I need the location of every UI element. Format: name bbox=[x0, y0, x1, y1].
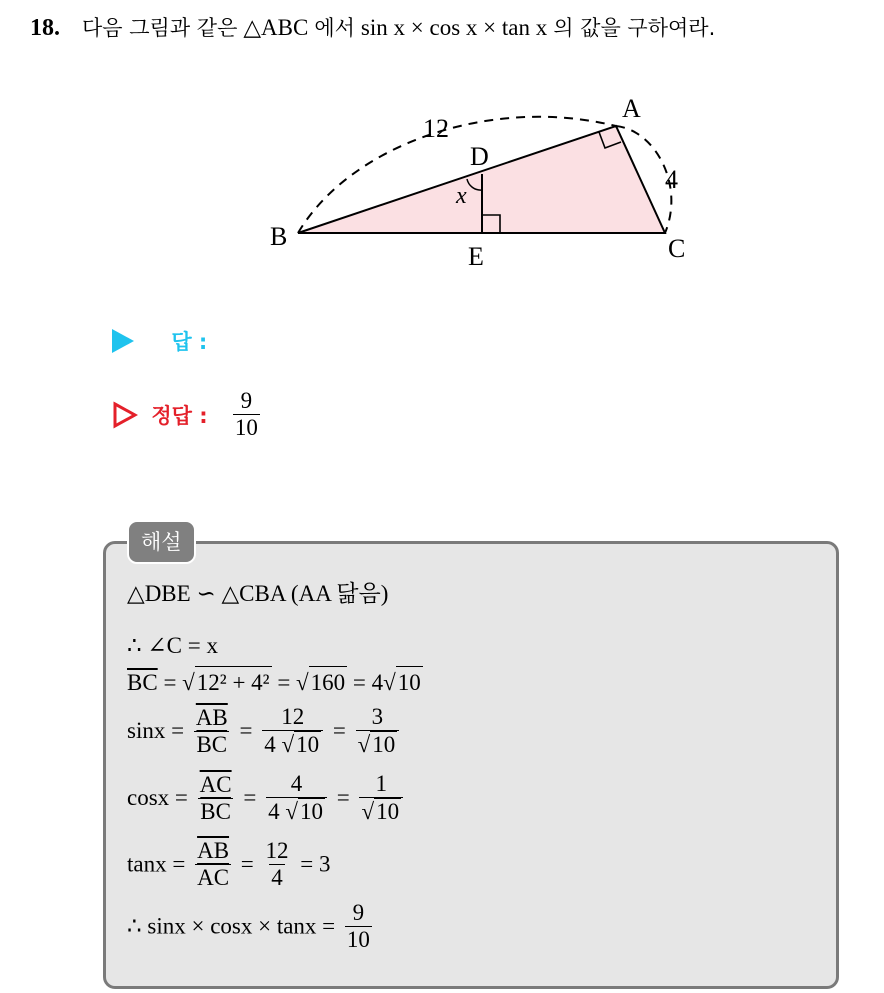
question-text-after: 의 값을 구하여라. bbox=[553, 16, 716, 40]
answer-correct-row bbox=[112, 388, 264, 441]
tan-frac-ab-ac: $\frac{\overline{AB}}{AC}$ bbox=[197, 838, 230, 890]
label-ab-length: 12 bbox=[423, 114, 449, 143]
answer-numerator: 9 bbox=[240, 388, 253, 413]
cos-frac-4-over-4root10: $\frac{4}{4 √10}$ bbox=[266, 771, 327, 825]
label-x: x bbox=[456, 183, 467, 209]
solution-line-final bbox=[127, 900, 376, 953]
question-number: 18. bbox=[30, 15, 60, 41]
tan-rhs: = 3 bbox=[300, 851, 331, 877]
label-b: B bbox=[270, 222, 288, 251]
bc-eq2: = bbox=[277, 670, 291, 695]
play-arrow-icon bbox=[112, 329, 134, 353]
answer-denominator: 10 bbox=[234, 415, 258, 440]
tan-lhs: tanx = bbox=[127, 851, 186, 877]
label-a: A bbox=[622, 94, 641, 123]
answer-correct-label: 정답 : bbox=[151, 403, 208, 428]
question-header bbox=[30, 10, 715, 46]
solution-tab: 해설 bbox=[127, 520, 196, 564]
triangle-abc: △ABC bbox=[243, 15, 309, 40]
solution-line-angle: ∴ ∠C = x bbox=[127, 633, 218, 658]
sin-frac-3-over-root10: $\frac{3}{√10}$ bbox=[356, 704, 400, 758]
question-expression: sin x × cos x × tan x bbox=[360, 15, 548, 40]
answer-correct-fraction bbox=[233, 388, 260, 441]
sin-frac-12-over-4root10: $\frac{12}{4 √10}$ bbox=[262, 704, 323, 758]
label-ac-length: 4 bbox=[665, 165, 678, 194]
bc-eq3: = 4 bbox=[352, 670, 384, 695]
cos-lhs: cosx = bbox=[127, 785, 188, 810]
sin-lhs: sinx = bbox=[127, 718, 185, 743]
answer-blank-label: 답 : bbox=[171, 330, 208, 354]
final-fraction: $\frac{9}{10}$ bbox=[346, 900, 370, 952]
cos-frac-1-over-root10: $\frac{1}{√10}$ bbox=[359, 771, 403, 825]
label-d: D bbox=[470, 142, 489, 171]
solution-line-bc bbox=[127, 666, 423, 699]
solution-line-similarity: △DBE ∽ △CBA (AA 닮음) bbox=[127, 581, 389, 606]
sqrt-160: √160 bbox=[296, 666, 347, 699]
solution-line-tan: tanx = $\frac{\overline{AB}}{AC}$ = $\frac{12}{4}$ = 3 bbox=[127, 838, 331, 890]
solution-line-cos: cosx = $\frac{\overline{AC}}{BC}$ = $\frac{4}{4 √10}$ = $\frac{1}{√10}$ bbox=[127, 771, 407, 825]
bc-segment: $\overline{BC}$ bbox=[127, 670, 158, 695]
answer-blank-row bbox=[112, 326, 207, 356]
label-c: C bbox=[668, 234, 686, 263]
play-outline-icon bbox=[112, 401, 138, 429]
question-text-before: 다음 그림과 같은 bbox=[82, 16, 238, 40]
bc-eq1: = bbox=[163, 670, 177, 695]
label-e: E bbox=[468, 242, 484, 271]
triangle-figure bbox=[260, 85, 700, 275]
sqrt-10: √10 bbox=[383, 666, 423, 699]
final-lhs: ∴ sinx × cosx × tanx = bbox=[127, 913, 336, 939]
sqrt-12sq-plus-4sq: √12² + 4² bbox=[182, 666, 271, 699]
cos-frac-ac-bc: $\frac{\overline{AC}}{BC}$ bbox=[199, 771, 232, 824]
solution-line-sin: sinx = $\frac{\overline{AB}}{BC}$ = $\frac{12}{4 √10}$ = $\frac{3}{√10}$ bbox=[127, 704, 403, 758]
tan-frac-12-over-4: $\frac{12}{4}$ bbox=[265, 838, 289, 890]
question-text-mid: 에서 bbox=[314, 16, 355, 40]
sin-frac-ab-bc: $\frac{\overline{AB}}{BC}$ bbox=[195, 704, 228, 757]
